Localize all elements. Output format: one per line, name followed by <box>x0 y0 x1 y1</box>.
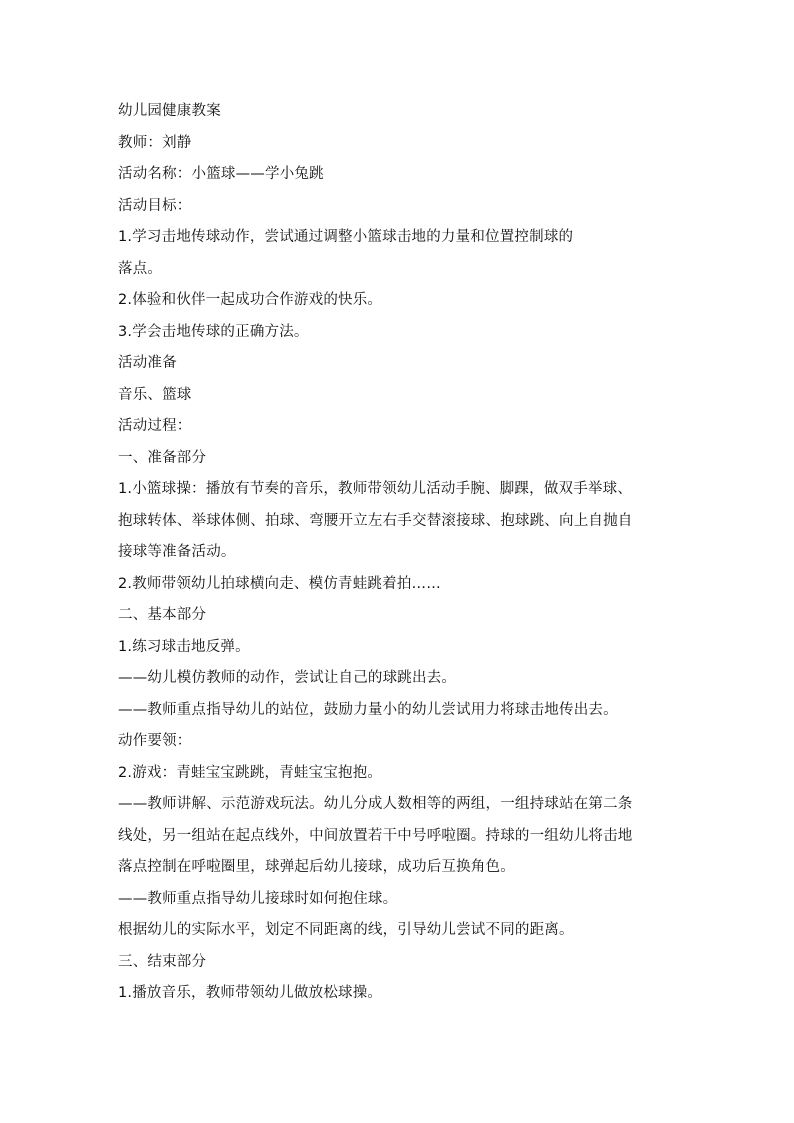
subsection-heading: 三、结束部分 <box>118 953 207 970</box>
activity-name-line: 活动名称：小篮球——学小兔跳 <box>118 166 324 182</box>
paragraph-line: 接球等准备活动。 <box>118 544 236 560</box>
paragraph-line: 1.学习击地传球动作，尝试通过调整小篮球击地的力量和位置控制球的 <box>118 229 574 245</box>
subsection-heading: 二、基本部分 <box>118 607 207 623</box>
paragraph-line: ——教师重点指导幼儿接球时如何抱住球。 <box>118 890 398 907</box>
paragraph-line: ——教师讲解、示范游戏玩法。幼儿分成人数相等的两组，一组持球站在第二条 <box>118 796 633 812</box>
document-title: 幼儿园健康教案 <box>118 103 221 119</box>
paragraph-line: 2.教师带领幼儿拍球横向走、模仿青蛙跳着拍…… <box>118 575 441 592</box>
paragraph-line: 线处，另一组站在起点线外，中间放置若干中号呼啦圈。持球的一组幼儿将击地 <box>118 827 633 844</box>
paragraph-line: 1.播放音乐，教师带领幼儿做放松球操。 <box>118 985 383 1001</box>
paragraph-line: 2.游戏：青蛙宝宝跳跳，青蛙宝宝抱抱。 <box>118 764 383 781</box>
section-heading-goals: 活动目标： <box>118 197 192 214</box>
section-heading-process: 活动过程： <box>118 418 192 434</box>
teacher-line: 教师：刘静 <box>118 134 192 151</box>
paragraph-line: 3.学会击地传球的正确方法。 <box>118 323 309 340</box>
section-heading-preparation: 活动准备 <box>118 355 177 371</box>
paragraph-line: 落点。 <box>118 260 163 277</box>
paragraph-line: 1.小篮球操：播放有节奏的音乐，教师带领幼儿活动手腕、脚踝，做双手举球、 <box>118 481 633 497</box>
paragraph-line: 音乐、篮球 <box>118 386 192 403</box>
paragraph-line: 抱球转体、举球体侧、拍球、弯腰开立左右手交替滚接球、抱球跳、向上自抛自 <box>118 512 633 529</box>
paragraph-line: ——教师重点指导幼儿的站位，鼓励力量小的幼儿尝试用力将球击地传出去。 <box>118 701 618 718</box>
paragraph-line: 动作要领： <box>118 733 192 749</box>
paragraph-line: 根据幼儿的实际水平，划定不同距离的线，引导幼儿尝试不同的距离。 <box>118 922 574 938</box>
subsection-heading: 一、准备部分 <box>118 449 207 466</box>
document-body <box>118 96 678 1010</box>
paragraph-line: ——幼儿模仿教师的动作，尝试让自己的球跳出去。 <box>118 670 457 686</box>
paragraph-line: 落点控制在呼啦圈里，球弹起后幼儿接球，成功后互换角色。 <box>118 859 515 875</box>
paragraph-line: 1.练习球击地反弹。 <box>118 638 250 655</box>
paragraph-line: 2.体验和伙伴一起成功合作游戏的快乐。 <box>118 292 383 308</box>
